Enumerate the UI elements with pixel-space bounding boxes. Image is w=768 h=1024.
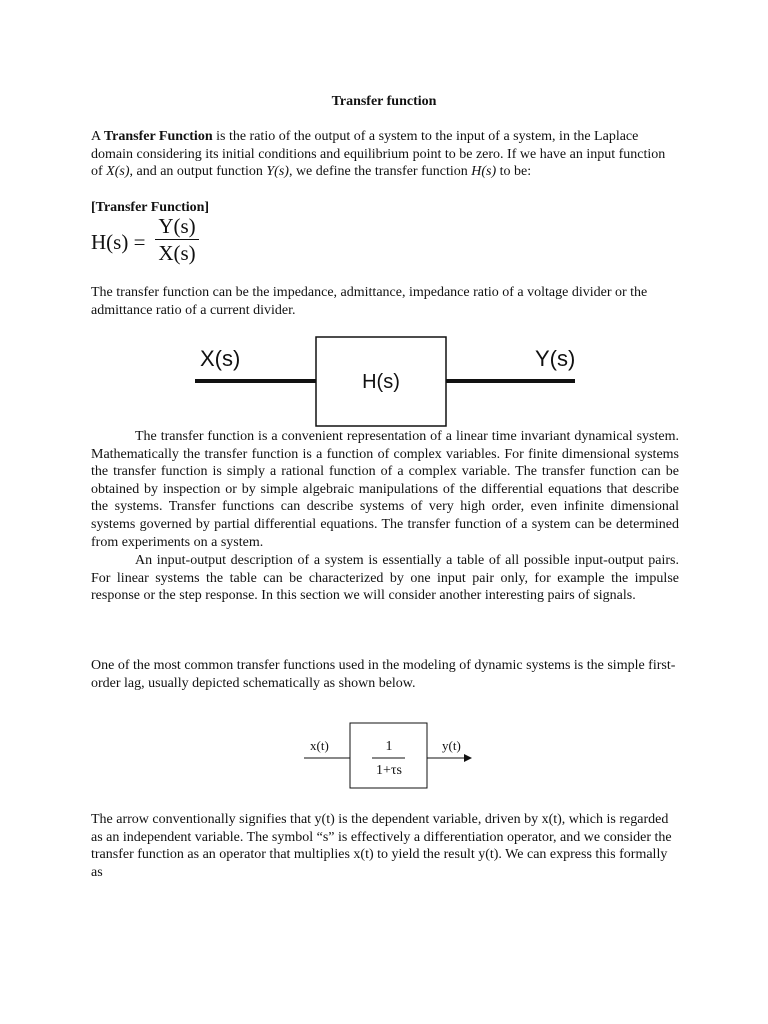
arrow-meaning-paragraph: The arrow conventionally signifies that y(t) is the dependent variable, driven by x(t), which is regarded as an independent variable. The symbol “s” is effectively a differentiation operator, and we consider the transfer function as an operator that multiplies x(t) to yield the result y(t). We can express this formally as bbox=[91, 812, 672, 880]
intro-paragraph bbox=[91, 128, 679, 181]
input-output-paragraph: An input-output description of a system is essentially a table of all possible input-output pairs. For linear systems the table can be characterized by one input pair only, for example the impulse response or the step response. In this section we will consider another interesting pairs of signals. bbox=[91, 553, 679, 604]
block-label-hs: H(s) bbox=[362, 371, 400, 393]
block-diagram-lag bbox=[300, 720, 480, 790]
block-diagram-lag-svg bbox=[300, 720, 480, 790]
intro-text-2: , and an output function bbox=[129, 164, 267, 180]
lag-input-label: x(t) bbox=[310, 738, 329, 753]
block-diagram-h bbox=[195, 333, 575, 429]
lti-paragraph: The transfer function is a convenient representation of a linear time invariant dynamical system. Mathematically the transfer function is a function of complex variables. For finite dimensional systems the transfer function is simply a rational function of a complex variable. The transfer function can be obtained by inspection or by simple algebraic manipulations of the differential equations that describe the systems. Transfer functions can describe systems of very high order, even infinite dimensional systems governed by partial differential equations. The transfer function of a system can be determined from experiments on a system. bbox=[91, 429, 679, 550]
block-diagram-h-svg bbox=[195, 333, 575, 429]
output-arrow-icon bbox=[464, 754, 472, 762]
intro-text-1: is the ratio of the output of a system to the input of a system, in the Laplace domain considering its initial conditions and equilibrium point to be zero. If we have an input function of bbox=[91, 129, 666, 180]
input-label-xs: X(s) bbox=[200, 346, 241, 371]
lag-output-label: y(t) bbox=[442, 738, 461, 753]
document-title: Transfer function bbox=[331, 94, 437, 109]
intro-xs: X(s) bbox=[106, 164, 130, 180]
intro-term: Transfer Function bbox=[103, 129, 213, 144]
impedance-paragraph: The transfer function can be the impedance, admittance, impedance ratio of a voltage divider or the admittance ratio of a current divider. bbox=[91, 285, 648, 318]
intro-text-4: to be: bbox=[496, 164, 532, 180]
transfer-function-equation bbox=[91, 214, 231, 268]
equation-numerator: Y(s) bbox=[158, 214, 196, 238]
lag-numerator: 1 bbox=[385, 739, 393, 754]
first-order-lag-paragraph: One of the most common transfer functions used in the modeling of dynamic systems is the simple first-order lag, usually depicted schematically as shown below. bbox=[91, 658, 676, 691]
equation-denominator: X(s) bbox=[158, 241, 196, 265]
intro-lead: A bbox=[91, 129, 104, 144]
output-label-ys: Y(s) bbox=[535, 346, 575, 371]
equation-heading: [Transfer Function] bbox=[91, 200, 210, 215]
fraction-bar bbox=[155, 239, 199, 240]
intro-text-3: , we define the transfer function bbox=[288, 164, 472, 180]
lag-denominator: 1+τs bbox=[376, 763, 402, 778]
equation-fraction bbox=[155, 214, 199, 265]
equation-lhs: H(s) = bbox=[91, 230, 146, 254]
intro-hs: H(s) bbox=[471, 164, 497, 180]
lag-block bbox=[350, 723, 427, 788]
intro-ys: Y(s) bbox=[266, 164, 289, 180]
